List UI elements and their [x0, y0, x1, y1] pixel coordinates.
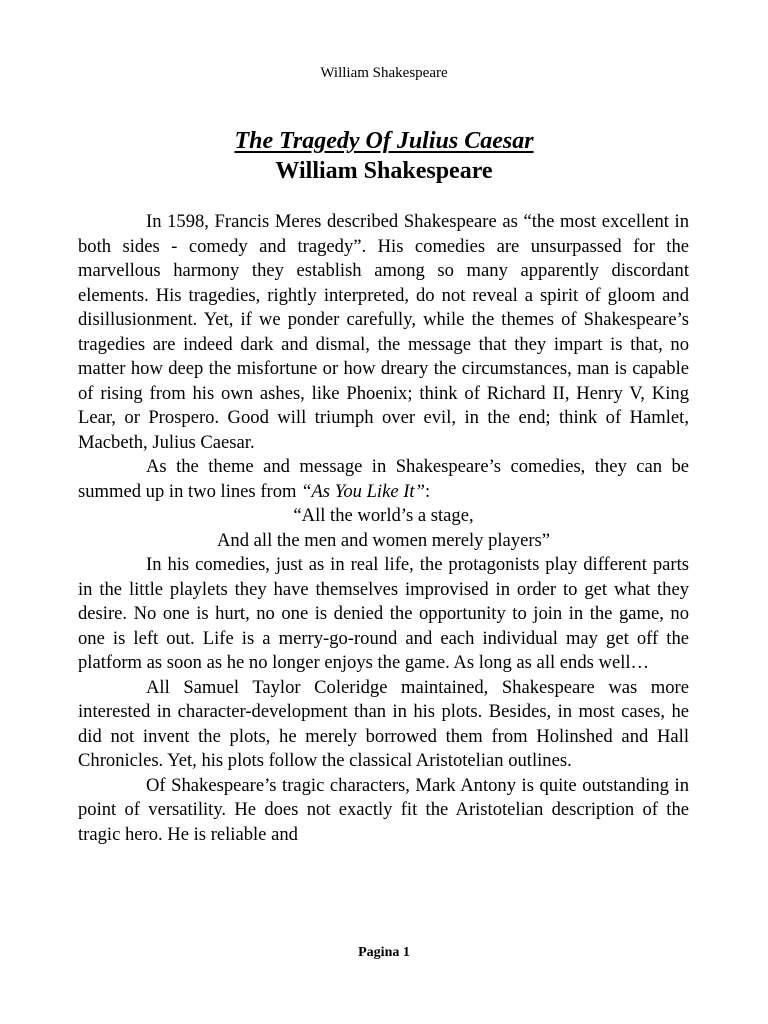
document-body — [78, 210, 689, 847]
work-title-as-you-like-it: “As You Like It” — [301, 480, 425, 502]
running-header: William Shakespeare — [320, 65, 448, 81]
paragraph-2-tail: : — [424, 480, 431, 502]
quote-line-1: “All the world’s a stage, — [293, 505, 474, 526]
paragraph-3: In his comedies, just as in real life, the protagonists play different parts in the little playlets they have themselves improvised in order to get what they desire. No one is hurt, no one is denied the opportunity to join in the game, no one is left out. Life is a merry-go-round and each individual may get off the platform as soon as he no longer enjoys the game. As long as all ends well… — [78, 554, 689, 673]
paragraph-5: Of Shakespeare’s tragic characters, Mark Antony is quite outstanding in point of versatility. He does not exactly fit the Aristotelian description of the tragic hero. He is reliable and — [78, 774, 689, 845]
document-title: The Tragedy Of Julius Caesar — [234, 128, 534, 154]
title-block — [0, 126, 768, 186]
paragraph-2-lead: As the theme and message in Shakespeare’s comedies, they can be summed up in two lines from — [78, 456, 689, 502]
paragraph-1: In 1598, Francis Meres described Shakespeare as “the most excellent in both sides - comedy and tragedy”. His comedies are unsurpassed for the marvellous harmony they establish among so many apparently discordant elements. His tragedies, rightly interpreted, do not reveal a spirit of gloom and disillusionment. Yet, if we ponder carefully, while the themes of Shakespeare’s tragedies are indeed dark and dismal, the message that they impart is that, no matter how deep the misfortune or how dreary the circumstances, man is capable of rising from his own ashes, like Phoenix; think of Richard II, Henry V, King Lear, or Prospero. Good will triumph over evil, in the end; think of Hamlet, Macbeth, Julius Caesar. — [78, 211, 689, 453]
page-number: Pagina 1 — [358, 945, 410, 960]
paragraph-2 — [78, 455, 689, 504]
paragraph-4: All Samuel Taylor Coleridge maintained, Shakespeare was more interested in character-development than in his plots. Besides, in most cases, he did not invent the plots, he merely borrowed them from Holinshed and Hall Chronicles. Yet, his plots follow the classical Aristotelian outlines. — [78, 676, 689, 771]
quote-line-2: And all the men and women merely players” — [216, 529, 551, 551]
document-author: William Shakespeare — [275, 158, 493, 184]
